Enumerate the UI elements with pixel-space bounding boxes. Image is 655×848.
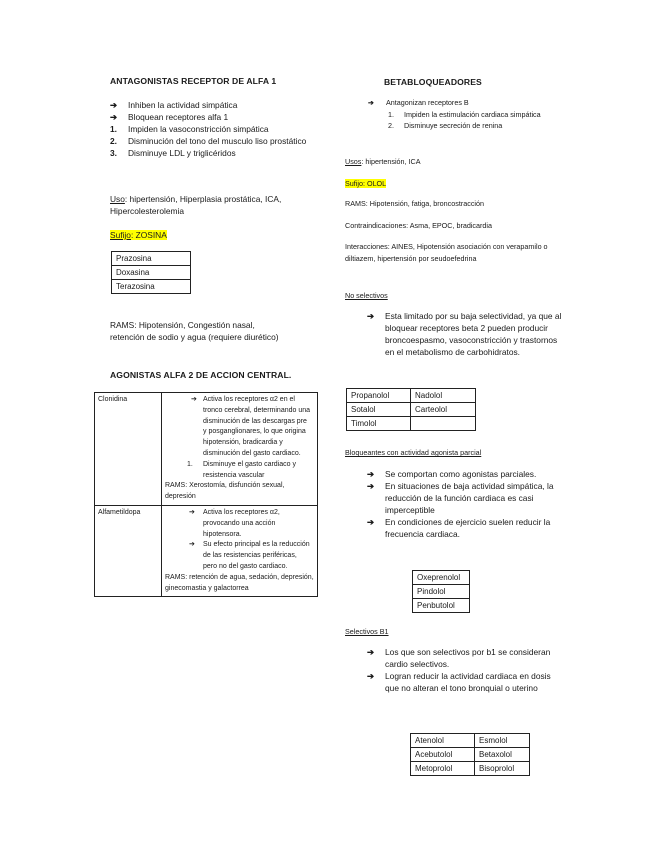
noselect-title: No selectivos bbox=[345, 291, 388, 300]
alpha1-drug-table bbox=[111, 251, 191, 294]
beta-contra: Contraindicaciones: Asma, EPOC, bradicardia bbox=[345, 221, 493, 230]
table-row bbox=[95, 393, 318, 506]
table-cell: Doxasina bbox=[112, 266, 191, 280]
list-item: ➔ Se comportan como agonistas parciales. bbox=[367, 469, 537, 479]
list-item: ➔ Logran reducir la actividad cardiaca en dosis que no alteran el tono bronquial o uterino bbox=[367, 671, 551, 693]
beta-interacciones: Interacciones: AINES, Hipotensión asociación con verapamilo o diltiazem, hipertensión por seudoefedrina bbox=[345, 242, 548, 263]
list-item: ➔ Inhiben la actividad simpática bbox=[110, 100, 238, 110]
arrow-icon: ➔ bbox=[189, 508, 195, 516]
sel-list bbox=[367, 646, 567, 694]
drug-cell: Alfametildopa bbox=[95, 505, 162, 596]
alpha1-sufijo: Sufijo: ZOSINA bbox=[110, 230, 167, 240]
table-row: Atenolol Esmolol bbox=[411, 734, 530, 748]
list-item: ➔ Bloquean receptores alfa 1 bbox=[110, 112, 229, 122]
arrow-icon: ➔ bbox=[110, 100, 118, 110]
beta-sufijo: Sufijo: OLOL bbox=[345, 179, 387, 188]
list-item: ➔ En condiciones de ejercicio suelen reducir la frecuencia cardiaca. bbox=[367, 517, 551, 539]
list-item: ➔ Los que son selectivos por b1 se consideran cardio selectivos. bbox=[367, 647, 551, 669]
arrow-icon: ➔ bbox=[367, 469, 375, 479]
bloq-list bbox=[367, 468, 567, 540]
desc-cell: ➔ Activa los receptores α2, provocando una acción hipotensora. ➔ Su efecto principal es la reducción de las resistencias periféricas, pero no del gasto cardiaco. RAMS: retención de agua, sedación, depresión, ginecomastia y galactorrea bbox=[162, 505, 318, 596]
sel-table bbox=[410, 733, 530, 776]
table-cell: Terazosina bbox=[112, 280, 191, 294]
beta-list bbox=[368, 97, 568, 132]
list-item: ➔ En situaciones de baja actividad simpática, la reducción de la función cardiaca es casi imperceptible bbox=[367, 481, 554, 515]
table-row: Propanolol Nadolol bbox=[347, 389, 476, 403]
beta-usos: Usos: hipertensión, ICA bbox=[345, 157, 421, 166]
list-item: 2. Disminuye secreción de renina bbox=[388, 121, 503, 130]
bloq-table: Oxeprenolol Pindolol Penbutolol bbox=[412, 570, 470, 613]
table-row bbox=[95, 505, 318, 596]
arrow-icon: ➔ bbox=[367, 647, 375, 657]
sel-title: Selectivos B1 bbox=[345, 627, 389, 636]
arrow-icon: ➔ bbox=[191, 396, 197, 403]
list-item: 2. Disminución del tono del musculo liso prostático bbox=[110, 136, 307, 146]
alpha1-title: ANTAGONISTAS RECEPTOR DE ALFA 1 bbox=[110, 76, 277, 86]
beta-title: BETABLOQUEADORES bbox=[384, 77, 482, 87]
list-item: 3. Disminuye LDL y triglicéridos bbox=[110, 148, 236, 158]
noselect-table bbox=[346, 388, 476, 431]
arrow-icon: ➔ bbox=[367, 311, 375, 321]
alpha1-uso: Uso: hipertensión, Hiperplasia prostática, ICA, Hipercolesterolemia bbox=[110, 194, 282, 216]
arrow-icon: ➔ bbox=[367, 481, 375, 491]
arrow-icon: ➔ bbox=[368, 98, 375, 107]
table-row: Timolol bbox=[347, 417, 476, 431]
table-cell: Prazosina bbox=[112, 252, 191, 266]
list-item: 1. Impiden la estimulación cardiaca simpática bbox=[388, 109, 541, 119]
drug-cell: Clonidina bbox=[95, 393, 162, 506]
arrow-icon: ➔ bbox=[367, 671, 375, 681]
beta-rams: RAMS: Hipotensión, fatiga, broncostracción bbox=[345, 199, 485, 208]
alpha2-title: AGONISTAS ALFA 2 DE ACCION CENTRAL. bbox=[110, 370, 292, 380]
list-item: 1. Impiden la vasoconstricción simpática bbox=[110, 124, 269, 134]
arrow-icon: ➔ bbox=[189, 541, 195, 549]
noselect-item: ➔ Esta limitado por su baja selectividad, ya que al bloquear receptores beta 2 pueden producir broncoespasmo, vasoconstricción y trastornos en el metabolismo de carbohidratos. bbox=[367, 311, 562, 357]
alpha1-list bbox=[110, 99, 310, 159]
alpha1-rams: RAMS: Hipotensión, Congestión nasal, retención de sodio y agua (requiere diurético) bbox=[110, 320, 279, 342]
table-row: Metoprolol Bisoprolol bbox=[411, 762, 530, 776]
list-item: ➔ Antagonizan receptores B bbox=[368, 98, 469, 107]
bloq-title: Bloqueantes con actividad agonista parcial bbox=[345, 448, 482, 457]
arrow-icon: ➔ bbox=[110, 112, 118, 122]
arrow-icon: ➔ bbox=[367, 517, 375, 527]
table-row: Sotalol Carteolol bbox=[347, 403, 476, 417]
desc-cell: ➔ Activa los receptores α2 en el tronco cerebral, determinando una disminución de las descargas pre y posganglionares, lo que origina hipotensión, bradicardia y disminución del gasto cardiaco. 1. Disminuye el gasto cardiaco y resistencia vascular RAMS: Xerostomía, disfunción sexual, depresión bbox=[162, 393, 318, 506]
table-row: Acebutolol Betaxolol bbox=[411, 748, 530, 762]
alpha2-table bbox=[94, 392, 318, 597]
